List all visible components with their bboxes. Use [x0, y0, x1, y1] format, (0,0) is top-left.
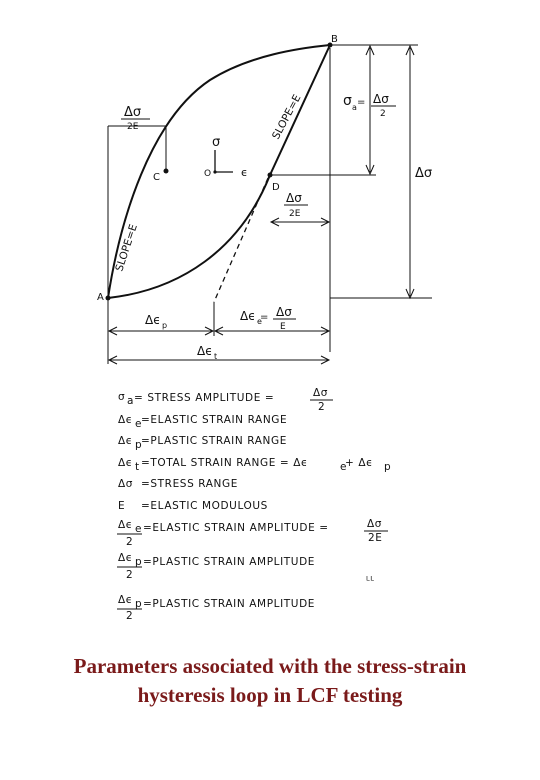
- caption-line-1: Parameters associated with the stress-strain: [73, 654, 467, 678]
- definitions-list: [117, 387, 391, 622]
- delta-eps-e-sub: e: [257, 317, 262, 326]
- def-plastic-range-sub: p: [135, 439, 143, 451]
- def-elastic-amp-sub: e: [135, 523, 143, 535]
- definition-row: [118, 387, 333, 413]
- slope-upper-right-label: SLOPE=E: [270, 92, 304, 142]
- definition-row: [118, 457, 391, 473]
- origin-sigma-label: σ: [212, 135, 221, 150]
- def-plastic-amp-den: 2: [126, 569, 134, 581]
- def-sigma-a-den: 2: [318, 401, 326, 413]
- def-elastic-range-sym: Δϵ: [118, 414, 133, 426]
- def-modulus-text: =ELASTIC MODULOUS: [141, 500, 268, 512]
- def-elastic-amp-sym: Δϵ: [118, 519, 133, 531]
- origin-o-label: O: [204, 169, 212, 179]
- def-sigma-a-text: = STRESS AMPLITUDE =: [134, 392, 275, 404]
- stray-mark: ᴸᴸ: [366, 575, 375, 587]
- def-elastic-amp-text: =ELASTIC STRAIN AMPLITUDE =: [143, 522, 329, 534]
- def-plastic-amp2-den: 2: [126, 610, 134, 622]
- def-modulus-sym: E: [118, 500, 126, 512]
- def-sigma-a-sub: a: [127, 395, 135, 407]
- def-sigma-a-sym: σ: [118, 391, 126, 403]
- def-total-range-sub: t: [135, 461, 140, 473]
- def-elastic-range-text: =ELASTIC STRAIN RANGE: [141, 414, 288, 426]
- def-sigma-a-num: Δσ: [313, 387, 329, 399]
- def-plastic-amp2-sym: Δϵ: [118, 594, 133, 606]
- point-b-label: B: [331, 34, 338, 45]
- caption-line-2: hysteresis loop in LCF testing: [137, 683, 403, 707]
- slope-lower-left-label: SLOPE=E: [113, 222, 140, 273]
- def-total-range-text: =TOTAL STRAIN RANGE = Δϵ: [141, 457, 309, 469]
- def-total-range-sym: Δϵ: [118, 457, 133, 469]
- point-d-label: D: [272, 182, 280, 193]
- point-c-label: C: [153, 172, 160, 183]
- definition-row: [117, 518, 388, 548]
- def-plastic-amp2-sub: p: [135, 598, 143, 610]
- def-elastic-amp-den: 2: [126, 536, 134, 548]
- definition-row: [117, 552, 315, 581]
- definition-row: [118, 414, 287, 430]
- delta-eps-e-den: E: [280, 322, 286, 332]
- sigma-a-eq: =: [357, 97, 366, 108]
- def-plastic-range-sym: Δϵ: [118, 435, 133, 447]
- def-elastic-range-sub: e: [135, 418, 143, 430]
- origin-dot: [213, 170, 216, 173]
- def-plastic-amp-sym: Δϵ: [118, 552, 133, 564]
- delta-eps-e-num: Δσ: [276, 305, 292, 319]
- def-plastic-amp2-text: =PLASTIC STRAIN AMPLITUDE: [143, 598, 316, 610]
- def-plastic-amp-text: =PLASTIC STRAIN AMPLITUDE: [143, 556, 316, 568]
- definition-row: [118, 500, 268, 512]
- delta-eps-t-sub: t: [214, 352, 218, 361]
- definition-row: [118, 435, 287, 451]
- figure-caption: [0, 652, 540, 710]
- def-plastic-range-text: =PLASTIC STRAIN RANGE: [141, 435, 287, 447]
- definition-row: [117, 594, 315, 622]
- delta-eps-e-eq: =: [260, 312, 269, 323]
- delta-eps-p-sub: p: [162, 321, 168, 330]
- delta-eps-e-label: Δϵ: [240, 309, 256, 323]
- def-stress-range-sym: Δσ: [118, 478, 134, 490]
- upper-left-frac-den: 2E: [127, 122, 139, 132]
- sigma-a-den: 2: [380, 109, 386, 119]
- delta-eps-p-label: Δϵ: [145, 313, 161, 327]
- sigma-a-num: Δσ: [373, 92, 389, 106]
- def-elastic-amp-den2: 2E: [368, 532, 383, 544]
- def-total-range-text2: + Δϵ: [345, 457, 374, 469]
- def-total-range-sub3: p: [384, 461, 392, 473]
- def-stress-range-text: =STRESS RANGE: [141, 478, 238, 490]
- sigma-a-sub: a: [352, 103, 357, 112]
- origin-epsilon-label: ϵ: [241, 166, 248, 179]
- def-total-range-sub2: e: [340, 461, 348, 473]
- def-elastic-amp-num2: Δσ: [367, 518, 383, 530]
- mid-frac-den: 2E: [289, 209, 301, 219]
- def-plastic-amp-sub: p: [135, 556, 143, 568]
- elastic-unloading-dashed: [214, 178, 268, 302]
- delta-eps-t-label: Δϵ: [197, 344, 213, 358]
- point-a-label: A: [97, 292, 104, 303]
- delta-sigma-label: Δσ: [415, 166, 433, 181]
- sigma-a-symbol: σ: [343, 93, 352, 109]
- upper-left-frac-num: Δσ: [124, 105, 142, 120]
- mid-frac-num: Δσ: [286, 191, 302, 205]
- definition-row: [118, 478, 238, 490]
